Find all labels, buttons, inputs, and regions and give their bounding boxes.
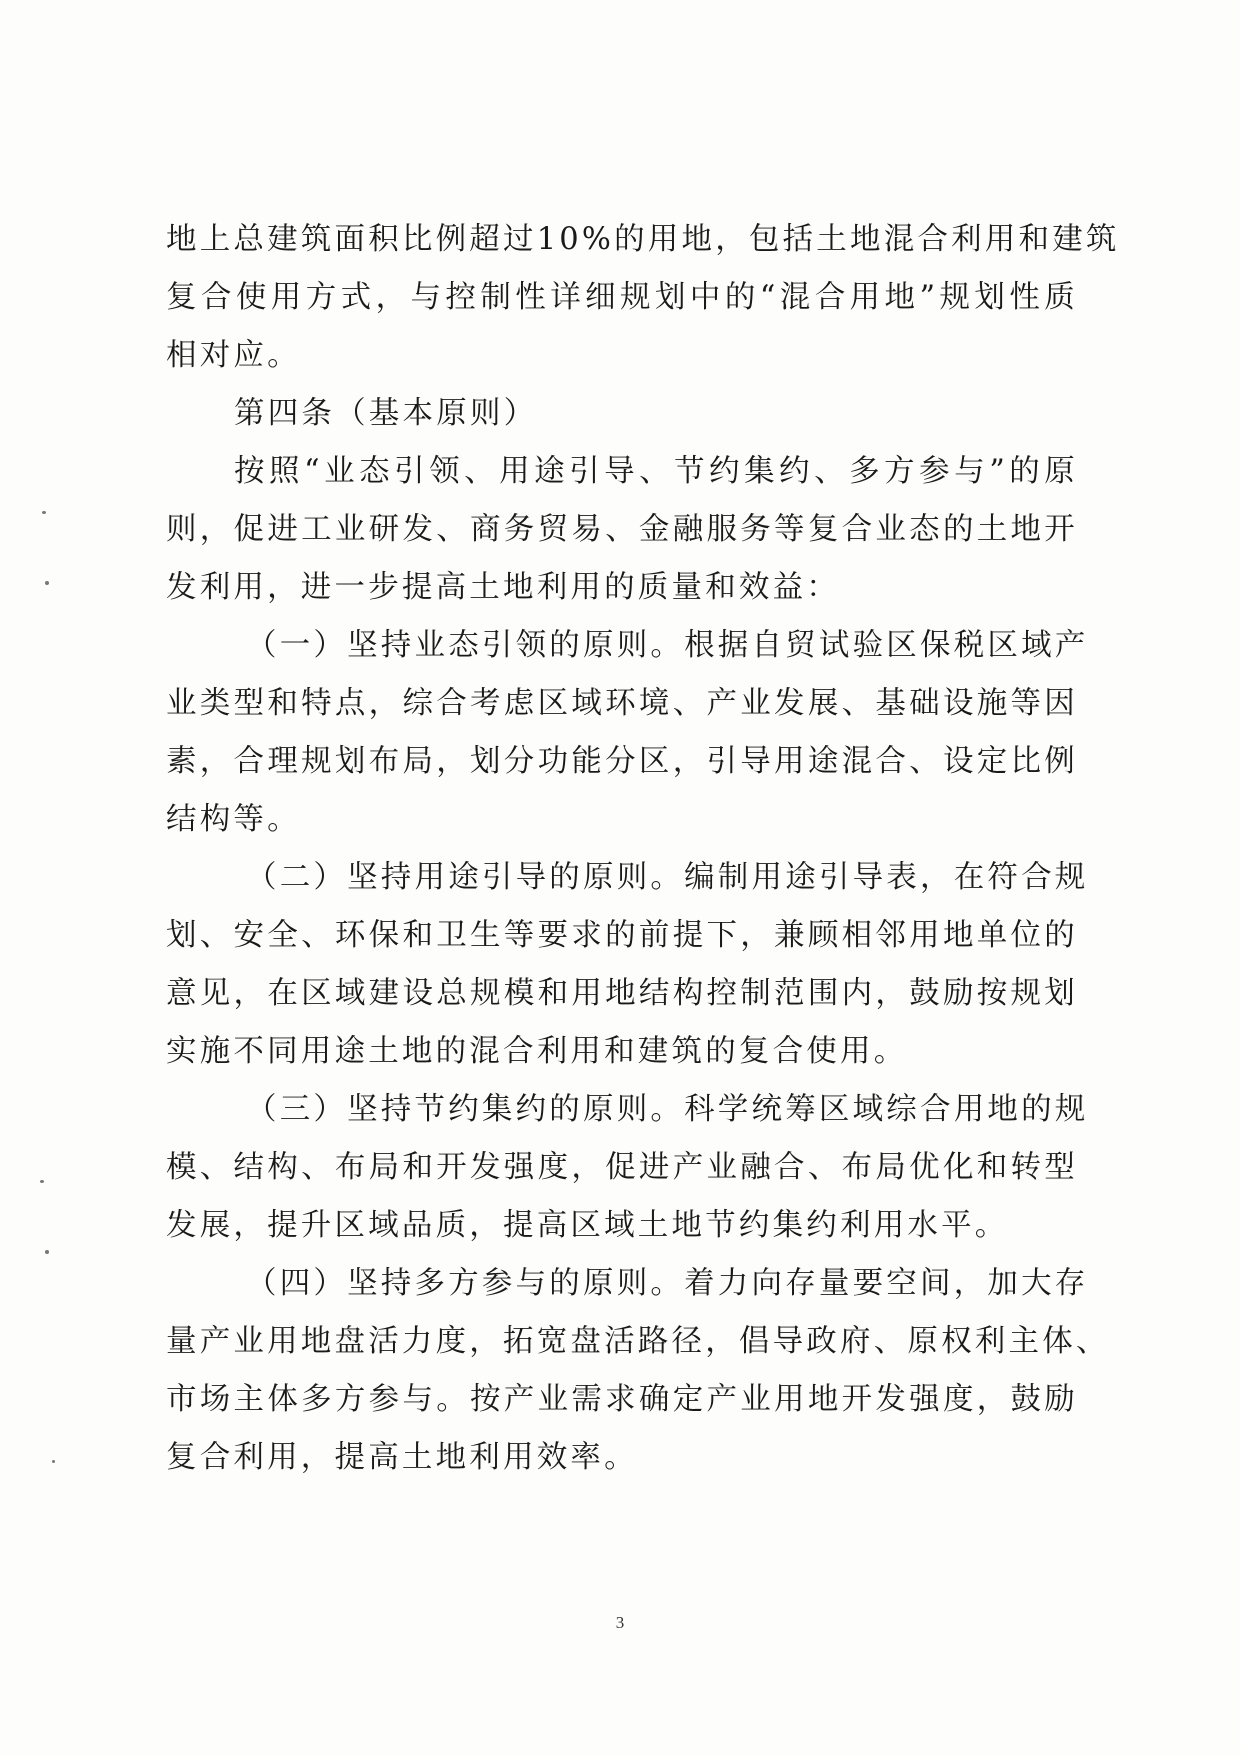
text-line: 按照“业态引领、用途引导、节约集约、多方参与”的原 [234, 454, 1078, 489]
scan-speck [45, 1250, 49, 1254]
text-line: 市场主体多方参与。按产业需求确定产业用地开发强度，鼓励 [166, 1382, 1078, 1417]
text-line: 发利用，进一步提高土地利用的质量和效益： [166, 570, 840, 605]
text-line: 相对应。 [166, 338, 301, 373]
text-line: （二）坚持用途引导的原则。编制用途引导表，在符合规 [246, 860, 1089, 895]
body-text [166, 211, 1120, 1487]
text-line: 意见，在区域建设总规模和用地结构控制范围内，鼓励按规划 [166, 976, 1078, 1011]
scan-speck [40, 1180, 44, 1183]
text-line: 复合使用方式，与控制性详细规划中的“混合用地”规划性质 [166, 280, 1078, 315]
page-number: 3 [615, 1613, 625, 1632]
text-line: 模、结构、布局和开发强度，促进产业融合、布局优化和转型 [166, 1150, 1078, 1185]
text-line: 业类型和特点，综合考虑区域环境、产业发展、基础设施等因 [166, 686, 1078, 721]
text-line: 实施不同用途土地的混合利用和建筑的复合使用。 [166, 1034, 908, 1069]
text-line: （三）坚持节约集约的原则。科学统筹区域综合用地的规 [246, 1092, 1089, 1127]
text-line: 第四条（基本原则） [234, 396, 538, 431]
text-line: 地上总建筑面积比例超过10%的用地，包括土地混合利用和建筑 [166, 222, 1120, 257]
text-line: 划、安全、环保和卫生等要求的前提下，兼顾相邻用地单位的 [166, 918, 1078, 953]
text-line: 量产业用地盘活力度，拓宽盘活路径，倡导政府、原权利主体、 [166, 1324, 1110, 1359]
text-line: 素，合理规划布局，划分功能分区，引导用途混合、设定比例 [166, 744, 1078, 779]
scan-speck [52, 1460, 55, 1463]
scan-speck [45, 581, 49, 585]
text-line: 复合利用，提高土地利用效率。 [166, 1440, 638, 1475]
text-line: 发展，提升区域品质，提高区域土地节约集约利用水平。 [166, 1208, 1009, 1243]
text-line: 则，促进工业研发、商务贸易、金融服务等复合业态的土地开 [166, 512, 1078, 547]
text-line: 结构等。 [166, 802, 301, 837]
scan-speck [42, 511, 46, 514]
text-line: （四）坚持多方参与的原则。着力向存量要空间，加大存 [246, 1266, 1089, 1301]
text-line: （一）坚持业态引领的原则。根据自贸试验区保税区域产 [246, 628, 1089, 663]
